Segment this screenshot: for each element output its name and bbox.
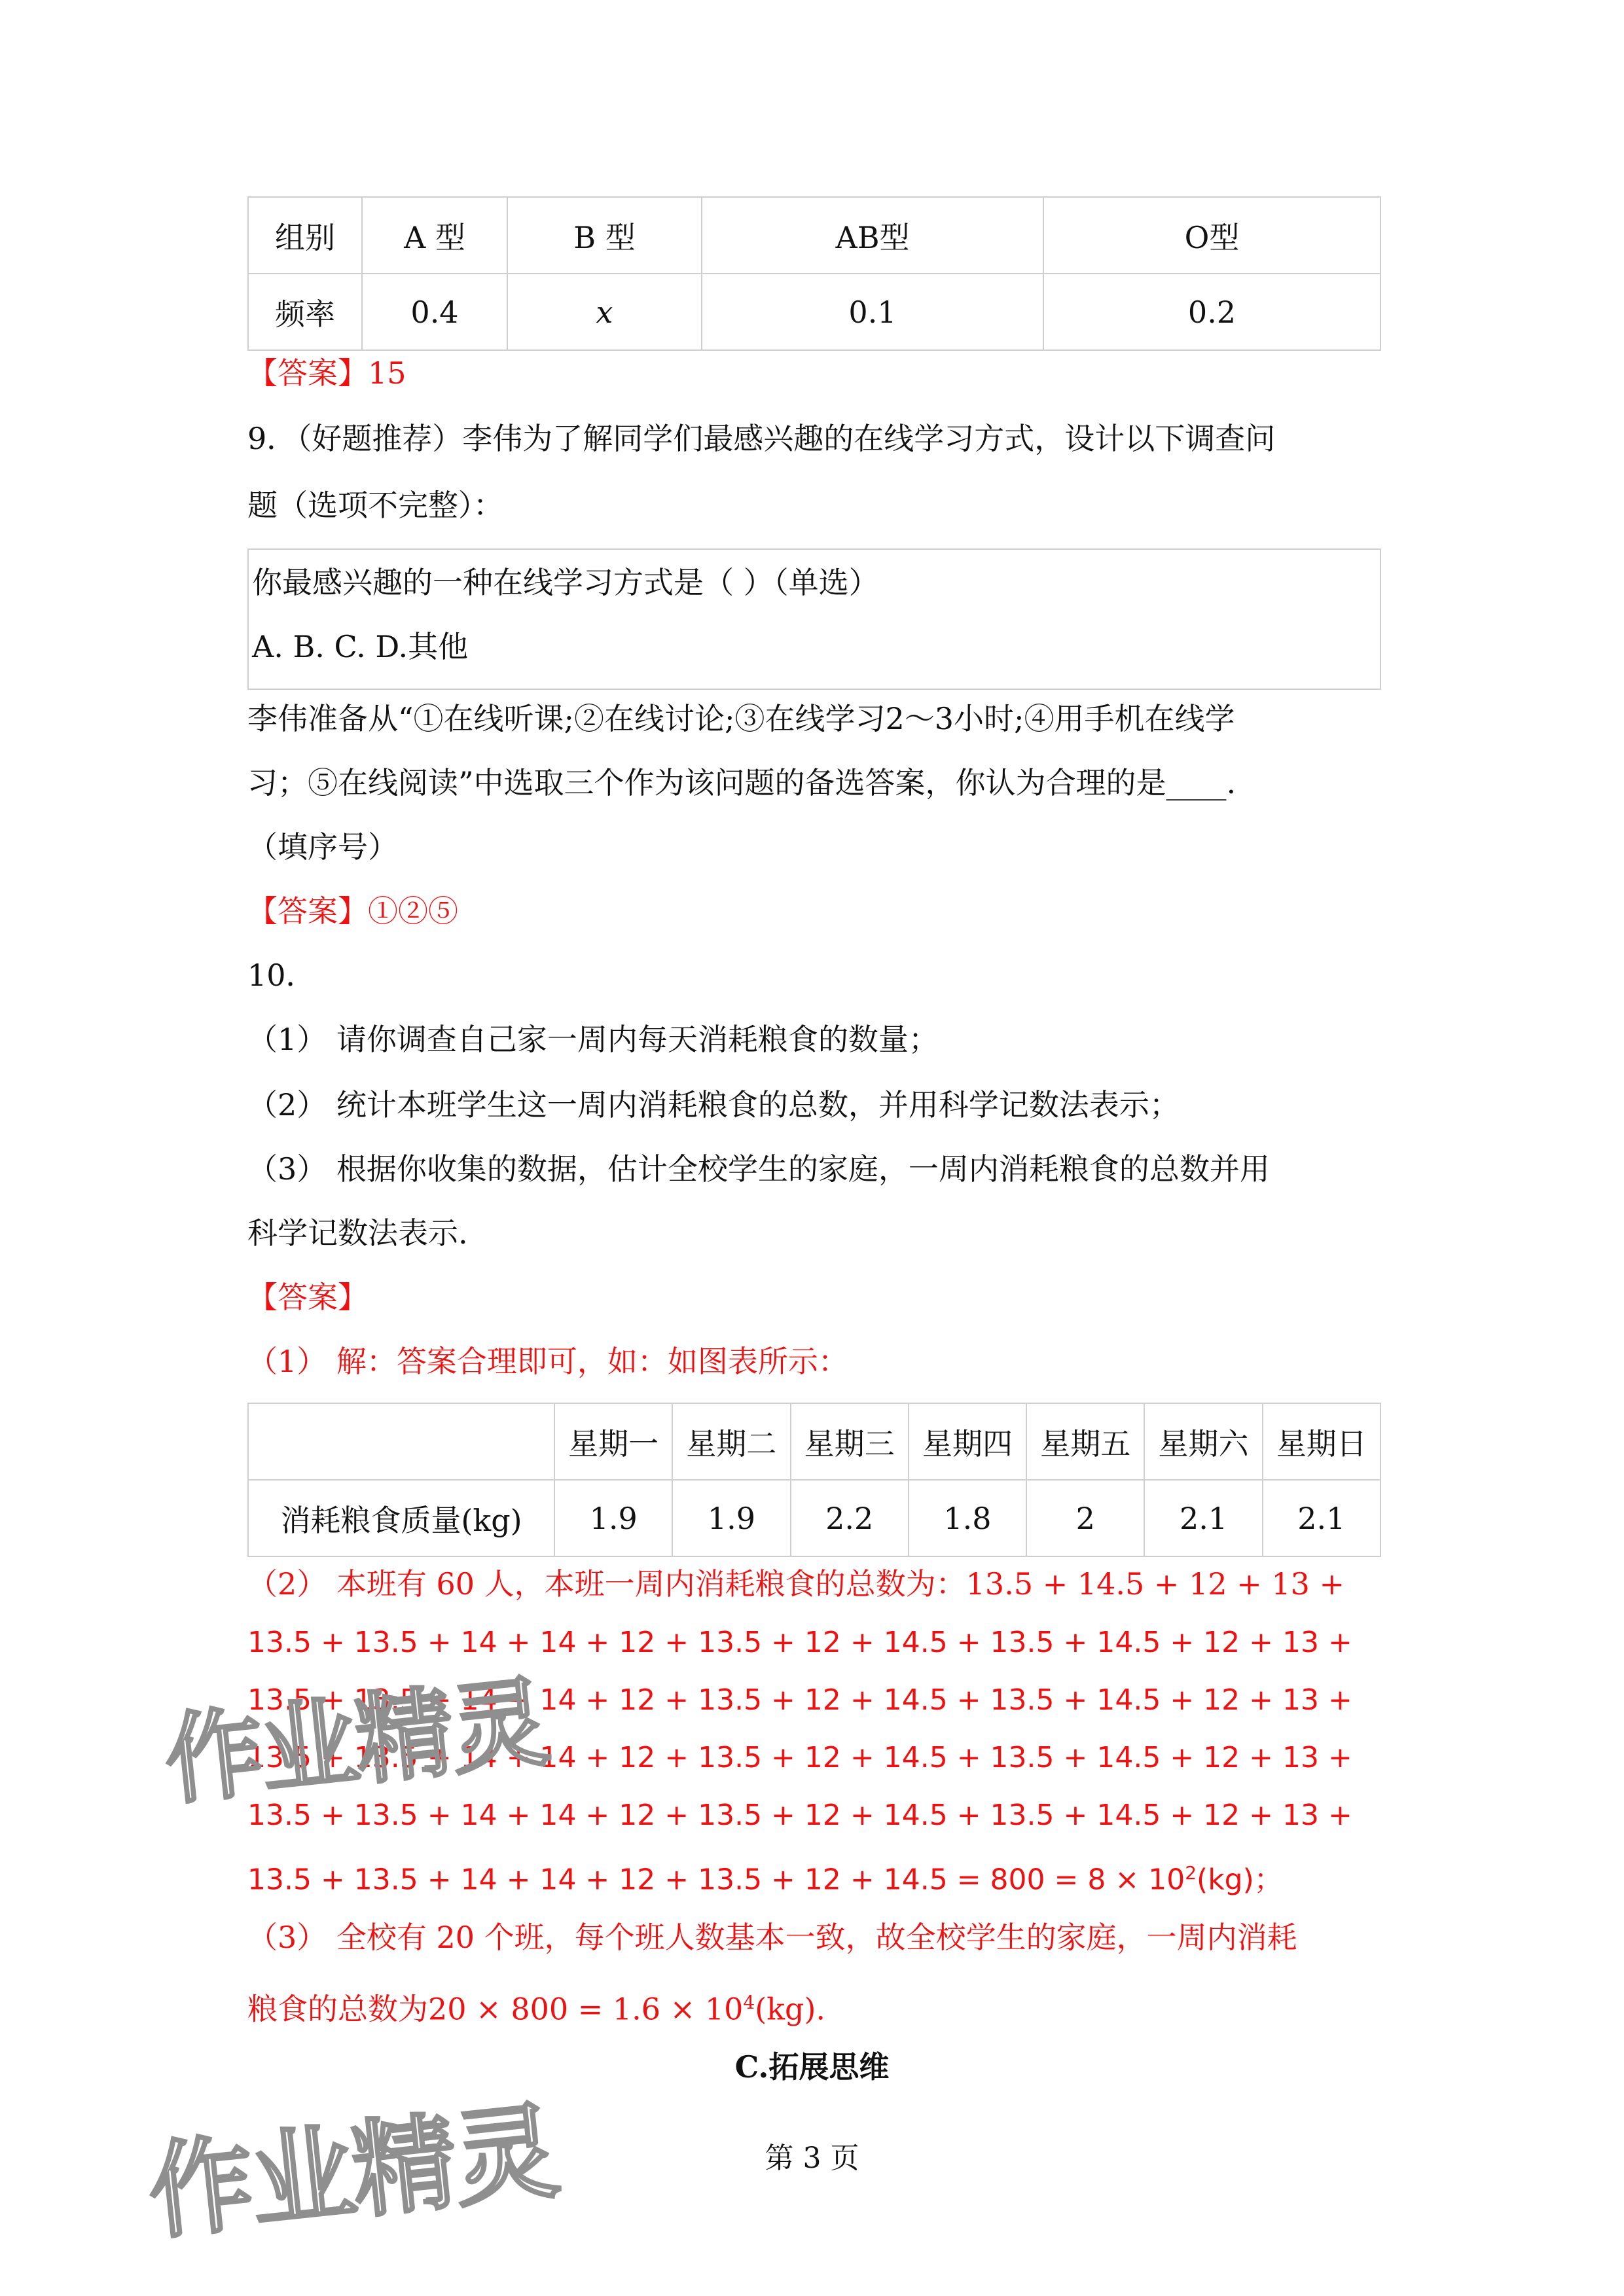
table-cell bbox=[248, 1403, 554, 1480]
question-9-line3: 李伟准备从“①在线听课;②在线讨论;③在线学习2～3小时;④用手机在线学 bbox=[247, 701, 1235, 736]
question-10-part2: （2） 统计本班学生这一周内消耗粮食的总数，并用科学记数法表示； bbox=[247, 1087, 1180, 1122]
answer-9: 【答案】①②⑤ bbox=[247, 893, 458, 929]
table-cell: 星期六 bbox=[1144, 1403, 1262, 1480]
solution-part3-line1: （3） 全校有 20 个班，每个班人数基本一致，故全校学生的家庭，一周内消耗 bbox=[247, 1920, 1297, 1955]
table-cell: 0.4 bbox=[362, 274, 507, 350]
table-cell: 1.9 bbox=[672, 1480, 790, 1556]
table-row bbox=[248, 274, 1380, 350]
survey-question-box bbox=[247, 548, 1381, 690]
table-row bbox=[248, 1480, 1380, 1556]
table-cell: 1.8 bbox=[909, 1480, 1026, 1556]
table-cell: 0.1 bbox=[702, 274, 1043, 350]
solution-part2-line4: 13.5 + 13.5 + 14 + 14 + 12 + 13.5 + 12 + 14.5 + 13.5 + 14.5 + 12 + 13 + bbox=[247, 1741, 1352, 1774]
exponent: 4 bbox=[743, 1992, 755, 2013]
solution-part2-line6 bbox=[247, 1854, 1283, 1900]
question-10-part3-line2: 科学记数法表示. bbox=[247, 1215, 468, 1251]
table-cell: 组别 bbox=[248, 197, 362, 274]
formula-text: 13.5 + 13.5 + 14 + 14 + 12 + 13.5 + 12 + 14.5 = 800 = 8 × 10 bbox=[247, 1863, 1185, 1897]
table-cell: 频率 bbox=[248, 274, 362, 350]
table-cell: 星期三 bbox=[791, 1403, 909, 1480]
table-cell: 星期四 bbox=[909, 1403, 1026, 1480]
table-cell: 星期五 bbox=[1026, 1403, 1144, 1480]
table-row bbox=[248, 197, 1380, 274]
question-9-line4: 习；⑤在线阅读”中选取三个作为该问题的备选答案，你认为合理的是____. bbox=[247, 765, 1236, 800]
table-cell: 2.1 bbox=[1144, 1480, 1262, 1556]
watermark-logo: 作业精灵 bbox=[143, 2089, 562, 2255]
table-cell: AB型 bbox=[702, 197, 1043, 274]
table-cell: 0.2 bbox=[1043, 274, 1380, 350]
formula-unit: (kg). bbox=[755, 1991, 826, 2027]
table-cell: 1.9 bbox=[554, 1480, 672, 1556]
question-10-part1: （1） 请你调查自己家一周内每天消耗粮食的数量； bbox=[247, 1022, 939, 1057]
solution-part2-line3: 13.5 + 13.5 + 14 + 14 + 12 + 13.5 + 12 + 14.5 + 13.5 + 14.5 + 12 + 13 + bbox=[247, 1683, 1352, 1717]
table-cell: 星期一 bbox=[554, 1403, 672, 1480]
table-cell: B 型 bbox=[507, 197, 702, 274]
question-10-part3-line1: （3） 根据你收集的数据，估计全校学生的家庭，一周内消耗粮食的总数并用 bbox=[247, 1151, 1270, 1187]
answer-10-label: 【答案】 bbox=[247, 1280, 368, 1315]
solution-part1: （1） 解：答案合理即可，如：如图表所示： bbox=[247, 1344, 848, 1379]
table-row bbox=[248, 1403, 1380, 1480]
table-cell: 2 bbox=[1026, 1480, 1144, 1556]
table-cell: 星期日 bbox=[1263, 1403, 1380, 1480]
solution-part2-line2: 13.5 + 13.5 + 14 + 14 + 12 + 13.5 + 12 + 14.5 + 13.5 + 14.5 + 12 + 13 + bbox=[247, 1626, 1352, 1659]
section-title: C.拓展思维 bbox=[734, 2049, 890, 2085]
solution-part2-line1: （2） 本班有 60 人，本班一周内消耗粮食的总数为：13.5 + 14.5 + 12 + 13 + bbox=[247, 1566, 1345, 1602]
table-cell: 2.1 bbox=[1263, 1480, 1380, 1556]
table-cell: 𝑥 bbox=[507, 274, 702, 350]
question-9-line5: （填序号） bbox=[247, 829, 398, 865]
solution-part2-line5: 13.5 + 13.5 + 14 + 14 + 12 + 13.5 + 12 + 14.5 + 13.5 + 14.5 + 12 + 13 + bbox=[247, 1799, 1352, 1832]
question-9-line2: 题（选项不完整）： bbox=[247, 488, 503, 523]
blood-type-table bbox=[247, 196, 1381, 351]
exponent: 2 bbox=[1185, 1862, 1197, 1884]
solution-part3-line2 bbox=[247, 1983, 825, 2028]
survey-options-text: A. B. C. D.其他 bbox=[252, 629, 469, 664]
watermark-logo: 作业精灵 bbox=[159, 1665, 552, 1819]
question-10-number: 10． bbox=[247, 958, 316, 993]
table-cell: 2.2 bbox=[791, 1480, 909, 1556]
answer-8: 【答案】15 bbox=[247, 355, 406, 391]
table-cell: 消耗粮食质量(kg) bbox=[248, 1480, 554, 1556]
survey-question-text: 你最感兴趣的一种在线学习方式是（ ）（单选） bbox=[252, 565, 879, 600]
food-consumption-table bbox=[247, 1403, 1381, 1557]
question-9-line1: 9．（好题推荐）李伟为了解同学们最感兴趣的在线学习方式，设计以下调查问 bbox=[247, 421, 1276, 456]
table-cell: 星期二 bbox=[672, 1403, 790, 1480]
table-cell: A 型 bbox=[362, 197, 507, 274]
table-cell: O型 bbox=[1043, 197, 1380, 274]
page-number: 第 3 页 bbox=[765, 2142, 859, 2175]
formula-unit: (kg)； bbox=[1197, 1863, 1283, 1897]
formula-text: 粮食的总数为20 × 800 = 1.6 × 10 bbox=[247, 1991, 744, 2027]
